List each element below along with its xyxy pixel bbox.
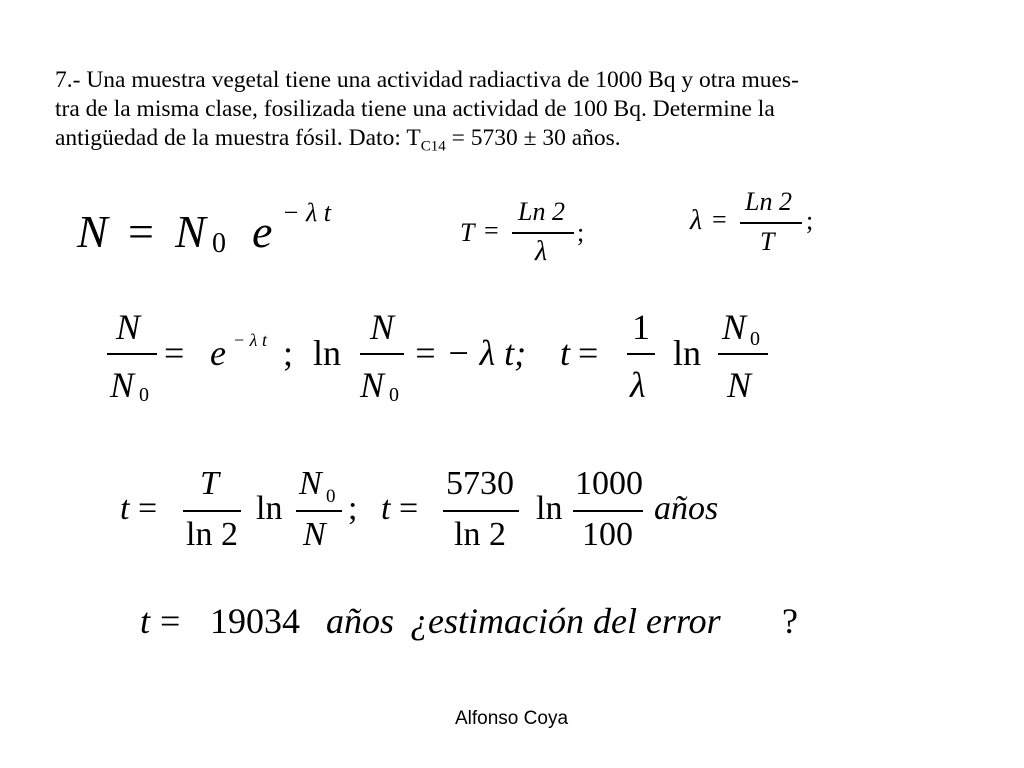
row2-f1-den-sub: 0 [139,384,149,406]
row2-f2-denominator: N [360,365,385,405]
eq2-equals: = [484,216,499,245]
problem-line-2: tra de la misma clase, fosilizada tiene una actividad de 100 Bq. Determine la [55,96,775,122]
row2-f4-bar [718,353,768,355]
row3-f4-bar [573,510,643,512]
row2-f3-bar [627,353,655,355]
problem-subscript: C14 [420,138,446,155]
row2-f3-numerator: 1 [632,307,650,347]
eq2-semicolon: ; [577,218,585,247]
row3-t-2: t [381,490,391,527]
eq1-e: e [252,206,273,257]
row2-e-exponent: − λ t [233,330,267,350]
eq3-denominator: T [760,227,775,256]
row3-semicolon: ; [348,490,358,527]
row3-f1-numerator: T [200,465,219,502]
eq2-fraction-bar [512,232,574,234]
row3-equals-2: = [399,490,419,527]
row3-f1-bar [183,510,241,512]
problem-line-1: 7.- Una muestra vegetal tiene una actividad radiactiva de 1000 Bq y otra mues- [55,67,799,93]
row3-f1-denominator: ln 2 [186,516,238,553]
row4-t: t [140,601,151,641]
row3-ln-2: ln [536,490,563,527]
row3-f3-numerator: 5730 [446,465,514,502]
row2-f2-numerator: N [370,307,395,347]
row3-f3-bar [443,510,519,512]
row4-unit: años [326,601,395,641]
row2-f1-bar [107,353,157,355]
eq2-T: T [460,218,475,247]
row2-semicolon-1: ; [283,333,294,373]
eq3-numerator: Ln 2 [745,187,792,216]
row3-f4-denominator: 100 [582,516,633,553]
row2-e: e [210,333,226,373]
eq3-equals: = [712,205,727,234]
row3-f3-denominator: ln 2 [454,516,506,553]
row2-equals-2: = [578,333,599,373]
row3-ln-1: ln [256,490,283,527]
eq1-N0: N [175,206,206,257]
eq2-numerator: Ln 2 [518,197,565,226]
row2-equals-1: = [164,333,185,373]
eq1-N: N [77,206,108,257]
row2-f2-den-sub: 0 [389,384,399,406]
eq3-lambda: λ [690,205,703,236]
row2-f2-bar [360,353,404,355]
eq1-equals: = [128,206,154,257]
row2-f4-num-sub: 0 [750,328,760,350]
row3-f2-num-sub: 0 [326,486,336,507]
row4-question: ¿estimación del error [410,601,721,641]
row2-ln-2: ln [673,333,702,373]
row2-f3-denominator: λ [630,365,646,405]
row3-f4-numerator: 1000 [575,465,643,502]
row3-f2-numerator: N [299,465,322,502]
eq2-denominator: λ [535,236,548,267]
row2-ln-1: ln [313,333,342,373]
eq3-fraction-bar [740,222,802,224]
row3-equals-1: = [138,490,158,527]
eq1-sub0: 0 [212,228,226,259]
row2-f1-numerator: N [116,307,141,347]
row4-value: 19034 [210,601,300,641]
row4-equals: = [160,601,181,641]
row2-rhs: = − λ t; [413,333,527,373]
row3-f2-denominator: N [303,516,326,553]
row3-f2-bar [296,510,342,512]
row4-question-mark: ? [782,601,798,641]
eq1-exponent: − λ t [282,198,332,227]
row2-f1-denominator: N [110,365,135,405]
row3-t-1: t [120,490,130,527]
problem-statement [55,66,975,162]
row3-unit: años [654,490,719,527]
problem-line-3-text: antigüedad de la muestra fósil. Dato: T [55,125,421,151]
eq3-semicolon: ; [806,206,814,235]
row2-f4-denominator: N [727,365,752,405]
problem-line-3 [55,124,975,162]
row2-f4-numerator: N [722,307,747,347]
problem-line-3-end: = 5730 ± 30 años. [445,125,621,151]
row2-t: t [560,333,571,373]
author-footer: Alfonso Coya [455,708,569,729]
